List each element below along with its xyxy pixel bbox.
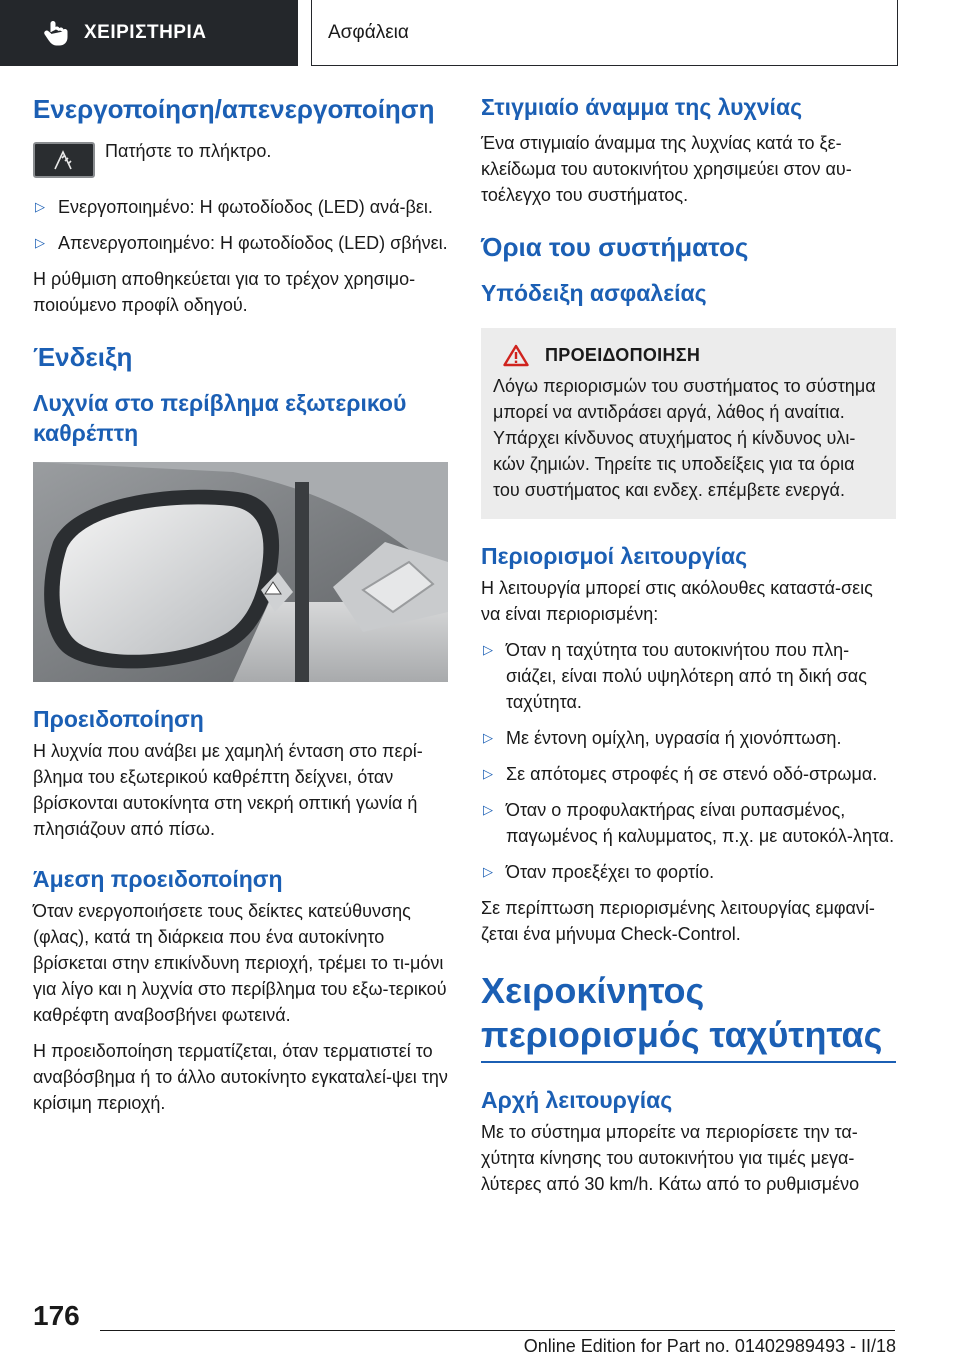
function-outro-text: Σε περίπτωση περιορισμένης λειτουργίας εμφανί-ζεται ένα μήνυμα Check-Control. bbox=[481, 898, 875, 944]
chapter-tab bbox=[0, 0, 298, 66]
heading-activation: Ενεργοποίηση/απενεργοποίηση bbox=[33, 94, 435, 124]
list-item bbox=[33, 230, 448, 256]
heading-pre-warning: Προειδοποίηση bbox=[33, 706, 204, 732]
heading-lamp-flash: Στιγμιαίο άναμμα της λυχνίας bbox=[481, 94, 803, 120]
list-item bbox=[481, 859, 896, 885]
footer-rule bbox=[100, 1330, 895, 1331]
warning-title: ΠΡΟΕΙΔΟΠΟΙΗΣΗ bbox=[545, 345, 701, 365]
list-item bbox=[481, 637, 896, 715]
list-item bbox=[481, 797, 896, 849]
warning-box bbox=[481, 328, 896, 519]
page-number: 176 bbox=[33, 1300, 80, 1331]
heading-function-limits: Περιορισμοί λειτουργίας bbox=[481, 543, 748, 569]
bullet-text: Σε απότομες στροφές ή σε στενό οδό-στρωμα. bbox=[506, 764, 878, 784]
acute-warning-text-1: Όταν ενεργοποιήσετε τους δείκτες κατεύθυνσης (φλας), κατά τη διάρκεια που ένα αυτοκίνητο βρίσκεται στην επικίνδυνη περιοχή, τρέμει το τι-μόνι για λίγο και η λυχνία στο περίβλημα του εξω-τερικού καθρέφτη αναβοσβήνει φωτεινά. bbox=[33, 901, 447, 1025]
edition-text: Online Edition for Part no. 01402989493 - II/18 bbox=[523, 1336, 896, 1356]
triangle-bullet-icon: ▷ bbox=[483, 766, 493, 781]
heading-indication: Ένδειξη bbox=[33, 342, 133, 372]
acute-warning-text-2: Η προειδοποίηση τερματίζεται, όταν τερματιστεί το αναβόσβημα ή το άλλο αυτοκίνητο εγκαταλεί-ψει την κρίσιμη περιοχή. bbox=[33, 1041, 448, 1113]
heading-mirror-lamp: Λυχνία στο περίβλημα εξωτερικού καθρέπτη bbox=[33, 390, 407, 446]
triangle-bullet-icon: ▷ bbox=[483, 802, 493, 817]
list-item bbox=[481, 761, 896, 787]
principle-text: Με το σύστημα μπορείτε να περιορίσετε την τα-χύτητα κίνησης του αυτοκινήτου για τιμές μεγα-λύτερες από 30 km/h. Κάτω από το ρυθμισμένο bbox=[481, 1121, 860, 1194]
triangle-bullet-icon: ▷ bbox=[483, 864, 493, 879]
function-intro-text: Η λειτουργία μπορεί στις ακόλουθες καταστά-σεις να είναι περιορισμένη: bbox=[481, 578, 873, 624]
triangle-bullet-icon: ▷ bbox=[35, 199, 45, 214]
left-column bbox=[33, 92, 448, 1116]
press-button-text: Πατήστε το πλήκτρο. bbox=[105, 141, 272, 161]
button-instruction bbox=[33, 138, 448, 178]
triangle-bullet-icon: ▷ bbox=[483, 730, 493, 745]
section-title: Ασφάλεια bbox=[311, 0, 898, 66]
warning-triangle-icon bbox=[503, 344, 529, 367]
triangle-bullet-icon: ▷ bbox=[35, 235, 45, 250]
heading-safety-note: Υπόδειξη ασφαλείας bbox=[481, 280, 707, 306]
bullet-text: Όταν προεξέχει το φορτίο. bbox=[506, 862, 715, 882]
heading-manual-speed-limiter: Χειροκίνητος περιορισμός ταχύτητας bbox=[481, 970, 883, 1055]
blind-spot-icon bbox=[49, 149, 79, 171]
heading-system-limits: Όρια του συστήματος bbox=[481, 232, 749, 262]
hand-pointer-icon bbox=[42, 19, 70, 47]
warning-text: Λόγω περιορισμών του συστήματος το σύστημα μπορεί να αντιδράσει αργά, λάθος ή αναίτια. Υπάρχει κίνδυνος ατυχήματος ή κίνδυνος υλι-κών ζημιών. Τηρείτε τις υποδείξεις για τα όρια του συστήματος και ενδεχ. επέμβετε ενεργά. bbox=[493, 376, 876, 500]
bullet-text: Ενεργοποιημένο: Η φωτοδίοδος (LED) ανά-βει. bbox=[58, 197, 433, 217]
lamp-flash-text: Ένα στιγμιαίο άναμμα της λυχνίας κατά το ξε-κλείδωμα του αυτοκινήτου χρησιμεύει στον αυ-τοέλεγχο του συστήματος. bbox=[481, 133, 852, 205]
mirror-photo bbox=[33, 462, 448, 682]
bullet-text: Όταν ο προφυλακτήρας είναι ρυπασμένος, παγωμένος ή καλυμματος, π.χ. με αυτοκόλ-λητα. bbox=[506, 800, 895, 846]
list-item bbox=[481, 725, 896, 751]
pre-warning-text: Η λυχνία που ανάβει με χαμηλή ένταση στο περί-βλημα του εξωτερικού καθρέπτη δείχνει, όταν βρίσκονται αυτοκίνητα στη νεκρή οπτική γωνία ή πλησιάζουν από πίσω. bbox=[33, 741, 423, 839]
heading-principle: Αρχή λειτουργίας bbox=[481, 1086, 673, 1113]
blind-spot-button-image bbox=[33, 142, 95, 178]
heading-acute-warning: Άμεση προειδοποίηση bbox=[33, 866, 283, 892]
right-column bbox=[481, 92, 896, 1197]
bullet-text: Όταν η ταχύτητα του αυτοκινήτου που πλη-σιάζει, είναι πολύ υψηλότερη από τη δική σας ταχύτητα. bbox=[506, 640, 867, 712]
bullet-text: Με έντονη ομίχλη, υγρασία ή χιονόπτωση. bbox=[506, 728, 842, 748]
list-item bbox=[33, 194, 448, 220]
triangle-bullet-icon: ▷ bbox=[483, 642, 493, 657]
bullet-text: Απενεργοποιημένο: Η φωτοδίοδος (LED) σβήνει. bbox=[58, 233, 448, 253]
setting-saved-text: Η ρύθμιση αποθηκεύεται για το τρέχον χρησιμο-ποιούμενο προφίλ οδηγού. bbox=[33, 269, 416, 315]
chapter-title: ΧΕΙΡΙΣΤΗΡΙΑ bbox=[84, 22, 207, 43]
